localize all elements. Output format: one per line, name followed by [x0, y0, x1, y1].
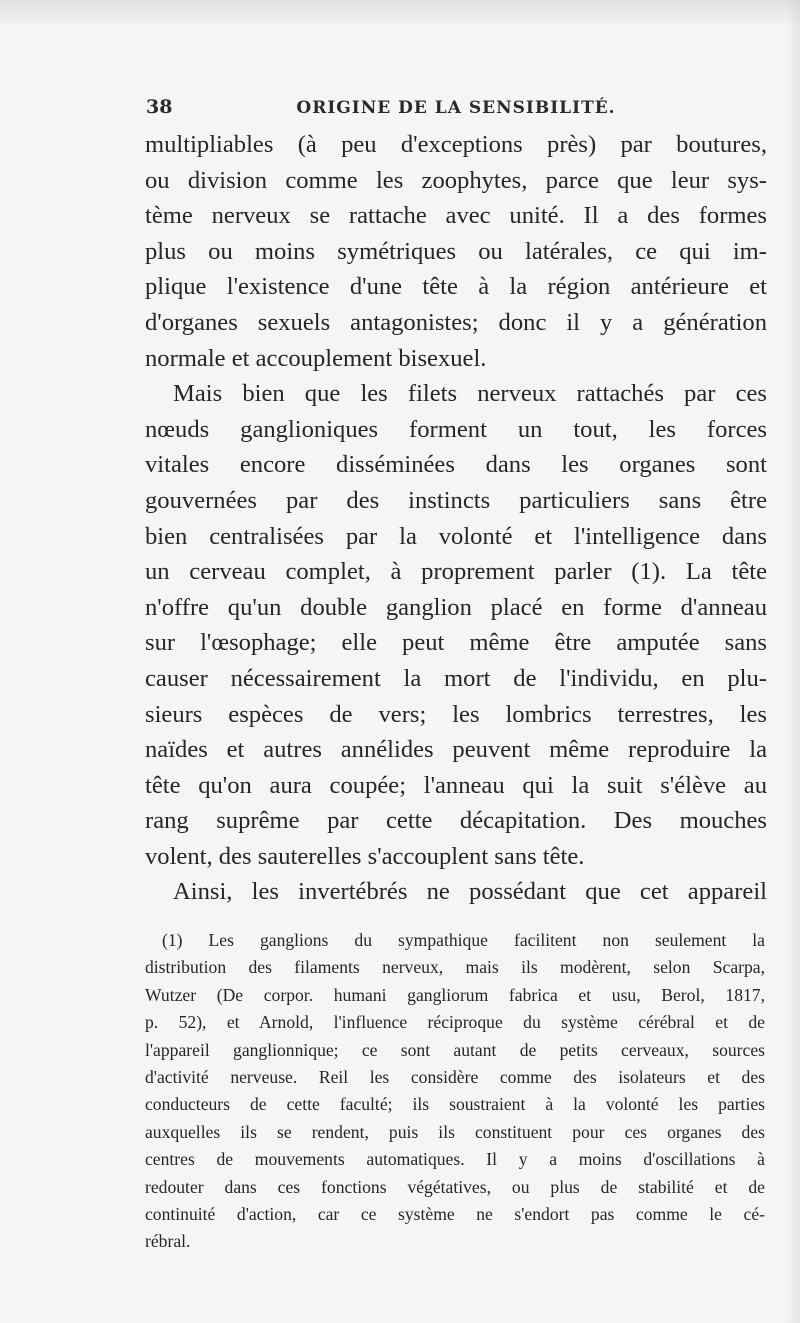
text-line: bien centralisées par la volonté et l'intelligence dans	[145, 522, 767, 550]
paragraph-start-line: Ainsi, les invertébrés ne possédant que cet appareil	[173, 878, 767, 906]
footnote-line: continuité d'action, car ce système ne s'endort pas comme le cé-	[145, 1203, 765, 1224]
text-line: d'organes sexuels antagonistes; donc il y a génération	[145, 308, 767, 336]
footnote-line: p. 52), et Arnold, l'influence réciproque du système cérébral et de	[145, 1012, 765, 1033]
footnote-line: distribution des filaments nerveux, mais ils modèrent, selon Scarpa,	[145, 957, 765, 978]
footnote-line: centres de mouvements automatiques. Il y a moins d'oscillations à	[145, 1149, 765, 1170]
page-number: 38	[146, 96, 173, 118]
footnote-line: rébral.	[145, 1231, 191, 1252]
text-line: sur l'œsophage; elle peut même être amputée sans	[145, 629, 767, 657]
page-top-shadow	[0, 0, 800, 28]
footnote-line: redouter dans ces fonctions végétatives, ou plus de stabilité et de	[145, 1176, 765, 1197]
text-line: naïdes et autres annélides peuvent même reproduire la	[145, 736, 767, 764]
footnote-line: (1) Les ganglions du sympathique facilitent non seulement la	[162, 930, 765, 950]
footnote-line: d'activité nerveuse. Reil les considère comme des isolateurs et des	[145, 1066, 765, 1087]
footnote-line: conducteurs de cette faculté; ils soustraient à la volonté les parties	[145, 1094, 765, 1115]
text-line: ou division comme les zoophytes, parce que leur sys-	[145, 166, 767, 194]
text-line: vitales encore disséminées dans les organes sont	[145, 451, 767, 479]
text-line: rang suprême par cette décapitation. Des mouches	[145, 807, 767, 835]
text-line: plus ou moins symétriques ou latérales, ce qui im-	[145, 237, 767, 265]
footnote-line: auxquelles ils se rendent, puis ils constituent pour ces organes des	[145, 1121, 765, 1142]
text-line: sieurs espèces de vers; les lombrics terrestres, les	[145, 700, 767, 728]
text-line: causer nécessairement la mort de l'individu, en plu-	[145, 664, 767, 692]
footnote-line: Wutzer (De corpor. humani gangliorum fabrica et usu, Berol, 1817,	[145, 984, 765, 1005]
page-header	[146, 96, 766, 124]
page-edge-shadow	[786, 0, 800, 1323]
footnote-line: l'appareil ganglionnique; ce sont autant de petits cerveaux, sources	[145, 1039, 765, 1060]
paragraph-start-line: Mais bien que les filets nerveux rattachés par ces	[173, 380, 767, 408]
running-title: ORIGINE DE LA SENSIBILITÉ.	[296, 98, 616, 118]
text-line: multipliables (à peu d'exceptions près) par boutures,	[145, 131, 767, 158]
text-line: n'offre qu'un double ganglion placé en forme d'anneau	[145, 593, 767, 621]
text-line: plique l'existence d'une tête à la région antérieure et	[145, 273, 767, 301]
text-line: gouvernées par des instincts particuliers sans être	[145, 486, 767, 514]
text-line: tème nerveux se rattache avec unité. Il a des formes	[145, 202, 767, 230]
footnote	[145, 927, 765, 1256]
main-text	[145, 127, 767, 910]
text-line: volent, des sauterelles s'accouplent sans tête.	[145, 842, 585, 870]
text-line: nœuds ganglioniques forment un tout, les forces	[145, 415, 767, 443]
text-line: tête qu'on aura coupée; l'anneau qui la suit s'élève au	[145, 771, 767, 799]
text-line: un cerveau complet, à proprement parler (1). La tête	[145, 558, 767, 586]
text-line: normale et accouplement bisexuel.	[145, 344, 487, 372]
